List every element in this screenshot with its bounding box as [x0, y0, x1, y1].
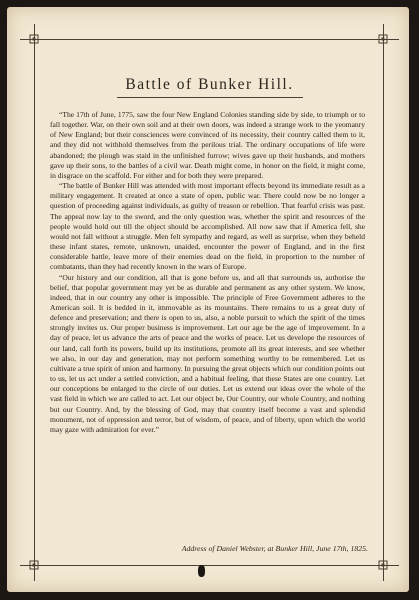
paragraph: “The 17th of June, 1775, saw the four New England Colonies standing side by side, to triumph or to fall together. War, on their own soil and at their own doors, was indeed a strange work to the yeomanry of New England; but their consciences were convinced of its necessity, their country called them to it, and they did not withhold themselves from the perilous trial. The ordinary occupations of life were abandoned; the plough was staid in the unfinished furrow; wives gave up their husbands, and mothers gave up their sons, to the battles of a civil war. Death might come, in honor on the field, it might come, in disgrace on the scaffold. For either and for both they were prepared.: [50, 110, 365, 180]
frame-right-line: [383, 24, 384, 581]
paragraph: “Our history and our condition, all that is gone before us, and all that surrounds us, authorise the belief, that popular government may yet be as durable and permanent as any other system. We know, indeed, that in our country any other is impossible. The principle of Free Government adheres to the American soil. It is bedded in it, immovable as its mountains. There remains to us a great duty of defence and preservation; and there is open to us, also, a noble pursuit to which the spirit of the times strongly invites us. Our proper business is improvement. Let our age be the age of improvement. In a day of peace, let us advance the arts of peace and the works of peace. Let us develope the resources of our land, call forth its powers, build up its institutions, promote all its great interests, and see whether we also, in our day and generation, may not perform something worthy to be remembered. Let us cultivate a true spirit of union and harmony. In pursuing the great objects which our condition points out to us, let us act under a settled conviction, and a habitual feeling, that these States are one country. Let our conceptions be enlarged to the circle of our duties. Let us extend our ideas over the whole of the vast field in which we are called to act. Let our object be, Our Country, our whole Country, and nothing but our Country. And, by the blessing of God, may that country itself become a vast and splendid monument, not of oppression and terror, but of wisdom, of peace, and of liberty, upon which the world may gaze with admiration for ever.”: [50, 272, 365, 434]
frame-bottom-line: [20, 565, 399, 566]
signature-line: Address of Daniel Webster, at Bunker Hill, June 17th, 1825.: [181, 544, 368, 553]
paragraph: “The battle of Bunker Hill was attended with most important effects beyond its immediate result as a military engagement. It created at once a state of open, public war. There could now be no longer a question of proceeding against individuals, as guilty of treason or rebellion. That fearful crisis was past. The appeal now lay to the sword, and the only question was, whether the spirit and resources of the people would hold out till the object should be accomplished. All now saw that if America fell, she would not fall without a struggle. Men felt sympathy and regard, as well as surprise, when they beheld these infant states, remote, unknown, unaided, encounter the power of England, and in the first considerable battle, leave more of their enemies dead on the field, in proportion to the number of combatants, than they had recently known in the wars of Europe.: [50, 181, 365, 272]
page-title: Battle of Bunker Hill.: [125, 76, 294, 93]
title-underline: [117, 97, 303, 98]
corner-ornament-icon: [376, 32, 390, 46]
paper-tear-mark: [198, 565, 205, 577]
corner-ornament-icon: [27, 32, 41, 46]
document-body: [50, 110, 365, 435]
corner-ornament-icon: [27, 558, 41, 572]
frame-top-line: [20, 39, 399, 40]
frame-left-line: [34, 24, 35, 581]
corner-ornament-icon: [376, 558, 390, 572]
